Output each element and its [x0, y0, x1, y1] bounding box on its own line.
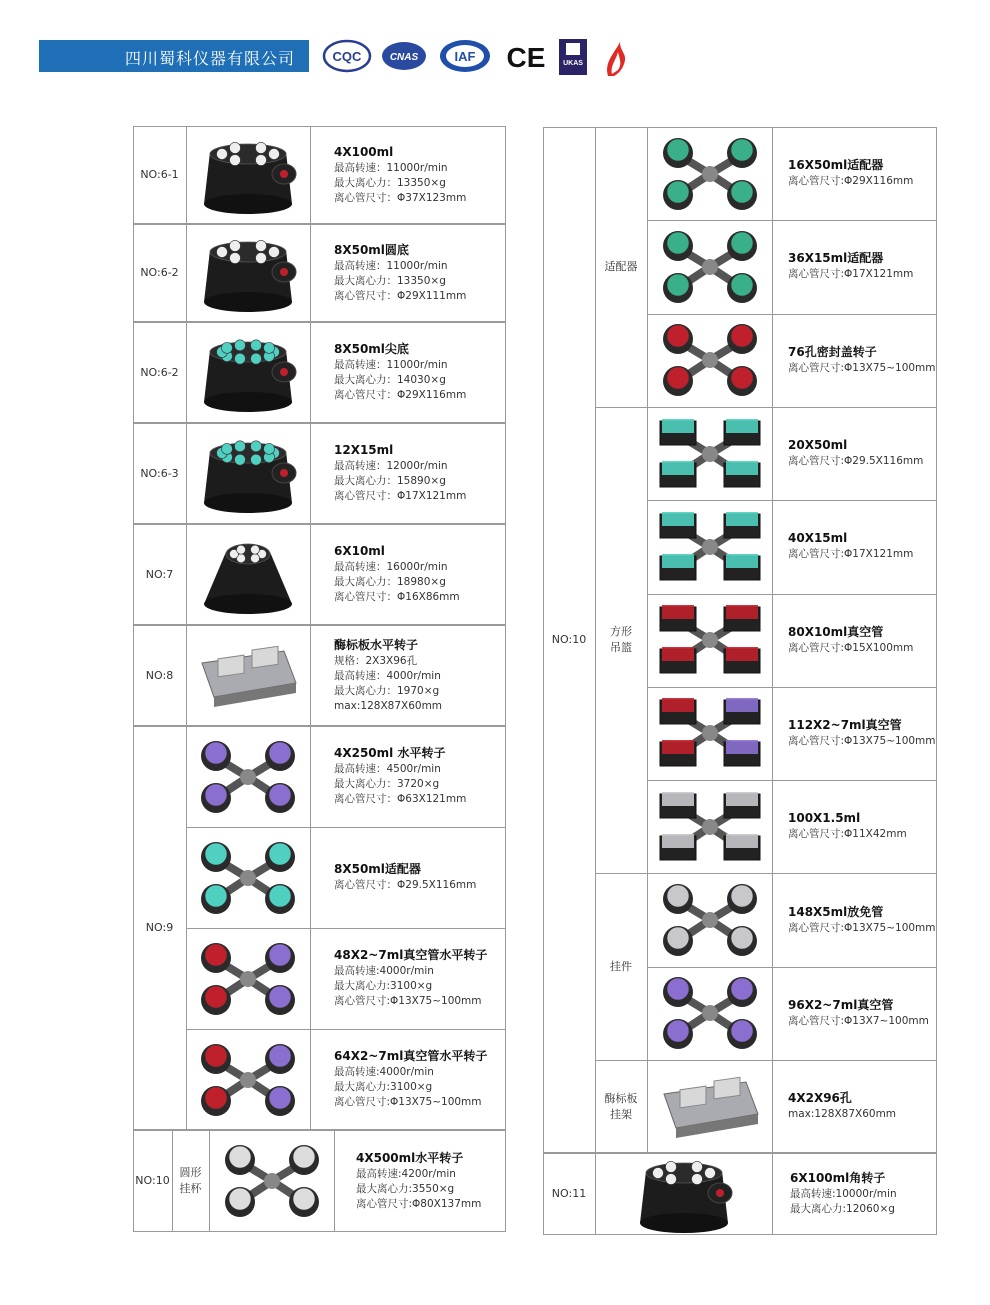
product-spec: 最高转速：12000r/min: [334, 460, 448, 472]
product-spec: 最大离心力：14030×g: [334, 374, 446, 386]
product-image: [647, 314, 772, 407]
company-name: 四川蜀科仪器有限公司: [124, 49, 295, 68]
model-number: NO:6-1: [140, 168, 179, 182]
product-spec: 离心管尺寸：Φ29.5X116mm: [334, 879, 477, 891]
product-description: [332, 726, 506, 827]
product-description: [354, 1130, 506, 1232]
product-image: [647, 780, 772, 873]
product-spec: 离心管尺寸:Φ11X42mm: [788, 828, 907, 841]
rotor-illustration: [212, 1138, 332, 1224]
product-spec: 最大离心力：13350×g: [334, 274, 446, 287]
product-spec: 离心管尺寸:Φ13X75~100mm: [788, 361, 936, 374]
ce-logo-text: CE: [506, 42, 546, 73]
column-divider: [310, 423, 311, 524]
model-number: NO:8: [145, 668, 174, 682]
product-spec: 最高转速：4500r/min: [334, 763, 441, 775]
rotor-illustration: [188, 734, 308, 820]
product-image: [647, 1060, 772, 1153]
rotor-illustration: [188, 330, 308, 416]
product-description: [786, 967, 937, 1060]
model-number: NO:9: [145, 921, 174, 935]
product-description: [332, 625, 506, 726]
column-divider: [310, 625, 311, 726]
product-spec: 离心管尺寸:Φ13X75~100mm: [334, 995, 482, 1007]
sub-category: 方形 吊篮: [610, 625, 632, 655]
product-image: [186, 1029, 310, 1130]
sub-category: 圆形 挂杯: [179, 1166, 202, 1195]
ukas-logo: [558, 38, 588, 76]
product-image: [186, 928, 310, 1029]
product-title: 4X100ml: [334, 144, 394, 159]
product-image: [647, 220, 772, 313]
column-divider: [772, 127, 773, 1153]
model-number: NO:6-3: [140, 466, 179, 480]
product-description: [332, 423, 506, 524]
product-title: 4X2X96孔: [788, 1091, 852, 1106]
rotor-illustration: [188, 132, 308, 218]
column-divider: [310, 524, 311, 625]
product-description: [786, 220, 937, 313]
product-title: 20X50ml: [788, 438, 848, 453]
rotor-illustration: [188, 835, 308, 921]
sub-category: 适配器: [604, 259, 638, 273]
product-spec: 离心管尺寸:Φ17X121mm: [788, 268, 914, 281]
rotor-illustration: [650, 504, 770, 590]
product-spec: 最高转速：4000r/min: [334, 669, 441, 682]
product-spec: 最大离心力：1970×g: [334, 684, 440, 697]
rotor-illustration: [188, 936, 308, 1022]
column-divider: [310, 126, 311, 224]
product-title: 80X10ml真空管: [788, 624, 884, 639]
rotor-illustration: [188, 230, 308, 316]
rotor-illustration: [650, 1064, 770, 1150]
cnas-logo: [380, 38, 428, 74]
product-description: [332, 224, 506, 322]
product-description: [788, 1153, 937, 1235]
sub-category: 酶标板 挂架: [604, 1091, 638, 1121]
product-description: [332, 1029, 506, 1130]
product-image: [595, 1153, 772, 1235]
product-spec: 离心管尺寸:Φ29X116mm: [788, 175, 914, 188]
product-title: 48X2~7ml真空管水平转子: [334, 948, 488, 962]
product-image: [186, 827, 310, 928]
rotor-illustration: [650, 597, 770, 683]
product-spec: 最高转速：11000r/min: [334, 359, 448, 371]
product-title: 8X50ml适配器: [334, 862, 421, 876]
product-title: 40X15ml: [788, 531, 848, 546]
product-image: [647, 594, 772, 687]
product-spec: 离心管尺寸：Φ37X123mm: [334, 191, 467, 204]
product-description: [786, 1060, 937, 1153]
product-title: 6X100ml角转子: [790, 1171, 886, 1185]
product-spec: 离心管尺寸：Φ63X121mm: [334, 793, 467, 805]
model-number: NO:10: [135, 1174, 170, 1188]
flame-logo: [598, 38, 634, 78]
product-spec: 离心管尺寸:Φ13X7~100mm: [788, 1014, 929, 1027]
sub-category: 挂件: [610, 959, 632, 973]
product-spec: 最大离心力:3550×g: [356, 1182, 455, 1195]
product-image: [647, 687, 772, 780]
model-number: NO:6-2: [140, 266, 179, 280]
product-image: [647, 407, 772, 500]
product-description: [332, 126, 506, 224]
product-image: [647, 873, 772, 966]
product-spec: 最高转速:4000r/min: [334, 965, 434, 977]
product-image: [186, 726, 310, 827]
product-spec: 最高转速：16000r/min: [334, 561, 448, 573]
product-image: [647, 500, 772, 593]
product-description: [332, 928, 506, 1029]
product-title: 16X50ml适配器: [788, 158, 884, 173]
product-spec: 离心管尺寸:Φ17X121mm: [788, 548, 914, 561]
model-number: NO:6-2: [140, 365, 179, 379]
product-spec: 离心管尺寸:Φ29.5X116mm: [788, 455, 924, 468]
product-spec: 最大离心力:3100×g: [334, 1081, 433, 1093]
rotor-illustration: [650, 411, 770, 497]
column-divider: [772, 1153, 773, 1235]
product-spec: 离心管尺寸:Φ13X75~100mm: [788, 921, 936, 934]
rotor-illustration: [650, 224, 770, 310]
product-title: 酶标板水平转子: [334, 637, 419, 652]
iaf-logo: [438, 38, 492, 74]
product-description: [786, 127, 937, 220]
rotor-illustration: [188, 532, 308, 618]
product-spec: 最大离心力：3720×g: [334, 778, 440, 790]
product-spec: 离心管尺寸：Φ29X111mm: [334, 289, 467, 302]
cqc-logo-text: CQC: [332, 49, 362, 64]
product-title: 76孔密封盖转子: [788, 344, 877, 359]
product-spec: 最高转速:10000r/min: [790, 1188, 897, 1200]
product-image: [186, 126, 310, 224]
product-spec: 最大离心力:3100×g: [334, 980, 433, 992]
product-description: [786, 594, 937, 687]
model-number: NO:7: [145, 567, 174, 581]
product-spec: 最高转速：11000r/min: [334, 259, 448, 272]
product-image: [647, 967, 772, 1060]
column-divider: [334, 1130, 335, 1232]
rotor-illustration: [650, 784, 770, 870]
iaf-logo-text: IAF: [454, 49, 476, 64]
product-image: [186, 423, 310, 524]
product-spec: 离心管尺寸:Φ15X100mm: [788, 641, 914, 654]
product-title: 8X50ml圆底: [334, 242, 409, 257]
product-title: 4X250ml 水平转子: [334, 746, 446, 760]
product-image: [647, 127, 772, 220]
product-description: [786, 407, 937, 500]
column-divider: [310, 322, 311, 423]
product-description: [786, 500, 937, 593]
ce-logo: [503, 38, 549, 74]
product-spec: 离心管尺寸:Φ13X75~100mm: [788, 734, 936, 747]
product-spec: max:128X87X60mm: [334, 699, 443, 712]
rotor-illustration: [624, 1151, 744, 1237]
product-title: 6X10ml: [334, 544, 385, 558]
product-spec: 离心管尺寸：Φ29X116mm: [334, 389, 467, 401]
product-title: 8X50ml尖底: [334, 342, 409, 356]
column-divider: [310, 224, 311, 322]
product-spec: 最高转速:4000r/min: [334, 1066, 434, 1078]
ukas-logo-text: UKAS: [563, 60, 583, 67]
cnas-logo-text: CNAS: [389, 52, 419, 63]
product-spec: 离心管尺寸:Φ80X137mm: [356, 1197, 482, 1210]
product-spec: max:128X87X60mm: [788, 1108, 897, 1121]
product-image: [209, 1130, 334, 1232]
product-spec: 离心管尺寸:Φ13X75~100mm: [334, 1096, 482, 1108]
rotor-illustration: [650, 131, 770, 217]
product-image: [186, 322, 310, 423]
rotor-illustration: [188, 633, 308, 719]
product-title: 148X5ml放免管: [788, 904, 884, 919]
rotor-illustration: [188, 431, 308, 517]
product-description: [332, 524, 506, 625]
product-title: 64X2~7ml真空管水平转子: [334, 1049, 488, 1063]
product-spec: 最大离心力：15890×g: [334, 475, 446, 487]
product-spec: 最大离心力：13350×g: [334, 176, 446, 189]
cqc-logo: [322, 38, 372, 74]
rotor-illustration: [650, 877, 770, 963]
product-title: 36X15ml适配器: [788, 251, 884, 266]
rotor-illustration: [188, 1037, 308, 1123]
product-description: [332, 827, 506, 928]
product-image: [186, 224, 310, 322]
rotor-illustration: [650, 690, 770, 776]
product-title: 4X500ml水平转子: [356, 1150, 464, 1165]
product-spec: 最大离心力：18980×g: [334, 576, 446, 588]
product-spec: 规格：2X3X96孔: [334, 654, 418, 667]
product-image: [186, 524, 310, 625]
product-spec: 离心管尺寸：Φ17X121mm: [334, 490, 467, 502]
product-description: [786, 314, 937, 407]
product-title: 96X2~7ml真空管: [788, 997, 894, 1012]
product-spec: 最高转速：11000r/min: [334, 161, 448, 174]
product-title: 112X2~7ml真空管: [788, 717, 902, 732]
product-spec: 最高转速:4200r/min: [356, 1167, 456, 1180]
model-number: NO:10: [551, 633, 587, 647]
product-spec: 最大离心力:12060×g: [790, 1203, 895, 1215]
product-description: [332, 322, 506, 423]
rotor-illustration: [650, 317, 770, 403]
product-description: [786, 780, 937, 873]
product-title: 12X15ml: [334, 443, 394, 457]
model-number: NO:11: [551, 1187, 587, 1201]
product-title: 100X1.5ml: [788, 811, 861, 826]
product-image: [186, 625, 310, 726]
rotor-illustration: [650, 970, 770, 1056]
product-description: [786, 687, 937, 780]
company-banner: [39, 40, 309, 72]
product-description: [786, 873, 937, 966]
product-spec: 离心管尺寸：Φ16X86mm: [334, 591, 460, 603]
